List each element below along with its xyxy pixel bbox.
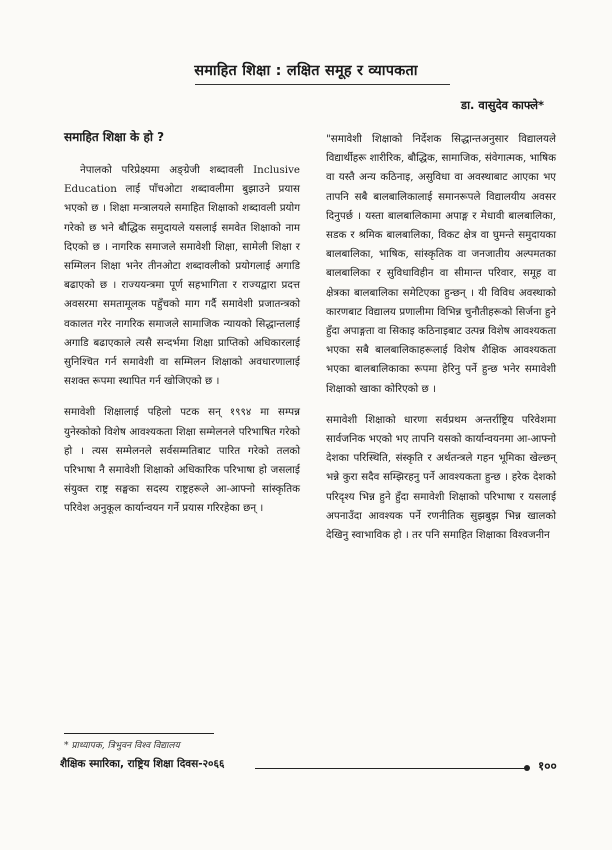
footnote: * प्राध्यापक, त्रिभुवन विश्व विद्यालय	[64, 741, 180, 751]
footer-rule	[255, 768, 525, 769]
title-underline	[195, 84, 450, 85]
footer-publication: शैक्षिक स्मारिका, राष्ट्रिय शिक्षा दिवस-२०६६	[60, 758, 225, 770]
footnote-divider	[64, 733, 214, 734]
paragraph: समावेशी शिक्षालाई पहिलो पटक सन् १९९४ मा सम्पन्न युनेस्कोको विशेष आवश्यकता शिक्षा सम्मेलनले परिभाषित गरेको हो । त्यस सम्मेलनले सर्वसम्मतिबाट पारित गरेको तलको परिभाषा नै समावेशी शिक्षाको अधिकारिक परिभाषा हो जसलाई संयुक्त राष्ट्र सङ्घका सदस्य राष्ट्रहरूले आ-आफ्नो सांस्कृतिक परिवेश अनुकूल कार्यान्वयन गर्ने प्रयास गरिरहेका छन् ।	[64, 406, 300, 515]
page-title: समाहित शिक्षा : लक्षित समूह र व्यापकता	[194, 63, 418, 79]
section-heading: समाहित शिक्षा के हो ?	[64, 130, 165, 144]
paragraph: नेपालको परिप्रेक्ष्यमा अङ्ग्रेजी शब्दावली Inclusive Education लाई पाँचओटा शब्दावलीमा बुझाउने प्रयास भएको छ । शिक्षा मन्त्रालयले समाहित शिक्षाको शब्दावली प्रयोग गरेको छ भने बौद्धिक समुदायले यसलाई समवेत शिक्षाको नाम दिएको छ । नागरिक समाजले समावेशी शिक्षा, सामेली शिक्षा र सम्मिलन शिक्षा भनेर तीनओटा शब्दावलीको प्रयोगलाई अगाडि बढाएको छ । राज्ययन्त्रमा पूर्ण सहभागिता र राज्यद्वारा प्रदत्त अवसरमा समतामूलक पहुँचको माग गर्दै समावेशी प्रजातन्त्रको वकालत गरेर नागरिक समाजले सामाजिक न्यायको सिद्धान्तलाई अगाडि बढाएकाले त्यसै सन्दर्भमा शिक्षा प्राप्तिको अधिकारलाई सुनिश्चित गर्न समावेशी वा सम्मिलन शिक्षाको अवधारणालाई सशक्त रूपमा स्थापित गर्न खोजिएको छ ।	[64, 164, 300, 388]
author-name: डा. वासुदेव काफ्ले*	[460, 98, 544, 112]
left-column	[64, 127, 300, 531]
quoted-definition-paragraph: "समावेशी शिक्षाको निर्देशक सिद्धान्तअनुसार विद्यालयले विद्यार्थीहरू शारीरिक, बौद्धिक, सामाजिक, संवेगात्मक, भाषिक वा यस्तै अन्य कठिनाइ, असुविधा वा अवस्थाबाट आएका भए तापनि सबै बालबालिकालाई समानरूपले विद्यालयीय अवसर दिनुपर्छ । यस्ता बालबालिकामा अपाङ्ग र मेधावी बालबालिका, सडक र श्रमिक बालबालिका, विकट क्षेत्र वा घुमन्ते समुदायका बालबालिका, भाषिक, सांस्कृतिक वा जनजातीय अल्पमतका बालबालिका र सुविधाविहीन वा सीमान्त परिवार, समूह वा क्षेत्रका बालबालिका समेटिएका हुन्छन् । यी विविध अवस्थाको कारणबाट विद्यालय प्रणालीमा विभिन्न चुनौतीहरूको सिर्जना हुने हुँदा अपाङ्गता वा सिकाइ कठिनाइबाट उत्पन्न विशेष आवश्यकता भएका सबै बालबालिकाहरूलाई विशेष शैक्षिक आवश्यकता भएका बालबालिकाका रूपमा हेरिनु पर्ने हुन्छ भनेर समावेशी शिक्षाको खाका कोरिएको छ ।	[326, 133, 556, 395]
right-column	[326, 130, 556, 557]
paragraph: समावेशी शिक्षाको धारणा सर्वप्रथम अन्तर्राष्ट्रिय परिवेशमा सार्वजनिक भएको भए तापनि यसको कार्यान्वयनमा आ-आफ्नो देशका परिस्थिति, संस्कृति र अर्थतन्त्रले गहन भूमिका खेल्छन् भन्ने कुरा सदैव सम्झिरहनु पर्ने आवश्यकता हुन्छ । हरेक देशको परिदृश्य भिन्न हुने हुँदा समावेशी शिक्षाको परिभाषा र यसलाई अपनाउँदा आवश्यक पर्ने रणनीतिक सुझबुझ भिन्न खालको देखिनु स्वाभाविक हो । तर पनि समाहित शिक्षाका विश्वजनीन	[326, 413, 556, 542]
page-number: १००	[538, 759, 557, 773]
footer-dot-ornament	[524, 765, 530, 771]
